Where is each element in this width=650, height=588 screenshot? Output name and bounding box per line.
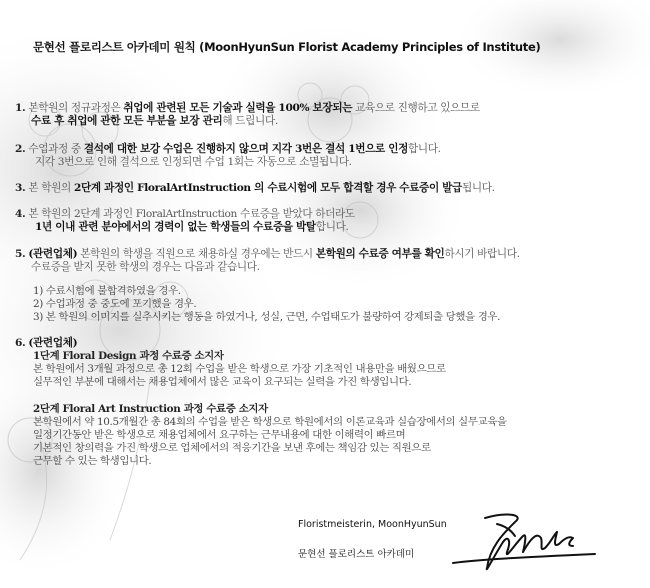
signoff-name-en: Floristmeisterin, MoonHyunSun <box>298 519 447 530</box>
item-text: 하시기 바랍니다. <box>444 248 520 260</box>
item-text: 본 학원의 <box>25 182 74 194</box>
signoff-name-kr: 문현선 플로리스트 아카데미 <box>298 549 415 560</box>
item-emphasis: (관련업체) <box>28 248 78 260</box>
principle-item-4 <box>15 208 355 234</box>
item-emphasis: 수료 후 취업에 관한 모든 부분을 보장 관리 <box>31 115 223 127</box>
list-item: 2) 수업과정 중 중도에 포기했을 경우. <box>33 298 197 310</box>
item-emphasis: 본학원의 수료증 여부를 확인 <box>315 248 445 260</box>
item-number: 5. <box>15 248 26 260</box>
item-emphasis: 1년 이내 관련 분야에서의 경력이 없는 학생들의 수료증을 박탈 <box>35 221 316 233</box>
item-text: 본 학원의 2단계 과정인 FloralArtInstruction 수료증을 받았다 하더라도 <box>25 208 355 220</box>
item-text: 수업과정 중 <box>25 143 84 155</box>
principle-item-1 <box>15 102 480 128</box>
principle-item-2 <box>15 143 441 169</box>
item-text: 됩니다. <box>461 182 495 194</box>
item-text: 해 드립니다. <box>222 115 278 127</box>
item-number: 3. <box>15 182 26 194</box>
item-number: 6. <box>15 337 26 349</box>
stage-1-line: 실무적인 부분에 대해서는 채용업체에서 많은 교육이 요구되는 실력을 가진 학생입니다. <box>33 376 412 388</box>
principle-item-6 <box>15 337 77 350</box>
stage-2-line: 근무할 수 있는 학생입니다. <box>33 455 152 467</box>
stage-2-description <box>33 403 507 468</box>
principle-item-3 <box>15 182 495 195</box>
item-text: 본학원의 정규과정은 <box>25 102 124 114</box>
item-text: 합니다. <box>315 221 349 233</box>
page-title: 문현선 플로리스트 아카데미 원칙 (MoonHyunSun Florist Academy Principles of Institute) <box>33 40 541 54</box>
item-emphasis: (관련업체) <box>28 337 78 349</box>
list-item: 3) 본 학원의 이미지를 실추시키는 행동을 하였거나, 성실, 근면, 수업태도가 불량하여 강제퇴출 당했을 경우. <box>33 311 501 323</box>
item-text: 본학원의 학생을 직원으로 채용하실 경우에는 반드시 <box>77 248 316 260</box>
stage-2-line: 일정기간동안 받은 학생으로 채용업체에서 요구하는 근무내용에 대한 이해력이 빠르며 <box>33 429 406 441</box>
stage-2-line: 본학원에서 약 10.5개월간 총 84회의 수업을 받은 학생으로 학원에서의 이론교육과 실습장에서의 실무교육을 <box>33 416 507 428</box>
stage-1-description <box>33 350 446 389</box>
item-number: 1. <box>15 102 26 114</box>
item-emphasis: 2단계 과정인 FloralArtInstruction 의 수료시험에 모두 합격할 경우 수료증이 발급 <box>73 182 462 194</box>
handwritten-signature <box>445 508 615 578</box>
item-text: 수료증을 받지 못한 학생의 경우는 다음과 같습니다. <box>31 261 260 273</box>
stage-2-heading: 2단계 Floral Art Instruction 과정 수료증 소지자 <box>33 403 268 415</box>
stage-1-heading: 1단계 Floral Design 과정 수료증 소지자 <box>33 350 224 362</box>
principle-item-5 <box>15 248 520 274</box>
item-text: 지각 3번으로 인해 결석으로 인정되면 수업 1회는 자동으로 소멸됩니다. <box>35 156 352 168</box>
stage-1-line: 본 학원에서 3개월 과정으로 총 12회 수업을 받은 학생으로 가장 기초적인 내용만을 배웠으므로 <box>33 363 446 375</box>
list-item: 1) 수료시험에 불합격하였을 경우. <box>33 285 181 297</box>
item-emphasis: 결석에 대한 보강 수업은 진행하지 않으며 지각 3번은 결석 1번으로 인정 <box>83 143 409 155</box>
item-number: 4. <box>15 208 26 220</box>
non-certified-list <box>33 285 500 324</box>
item-text: 교육으로 진행하고 있으므로 <box>352 102 480 114</box>
stage-2-line: 기본적인 창의력을 가진 학생으로 업체에서의 적응기간을 보낸 후에는 책임감 있는 직원으로 <box>33 442 431 454</box>
item-number: 2. <box>15 143 26 155</box>
item-emphasis: 취업에 관련된 모든 기술과 실력을 100% 보장되는 <box>123 102 353 114</box>
item-text: 합니다. <box>408 143 441 155</box>
